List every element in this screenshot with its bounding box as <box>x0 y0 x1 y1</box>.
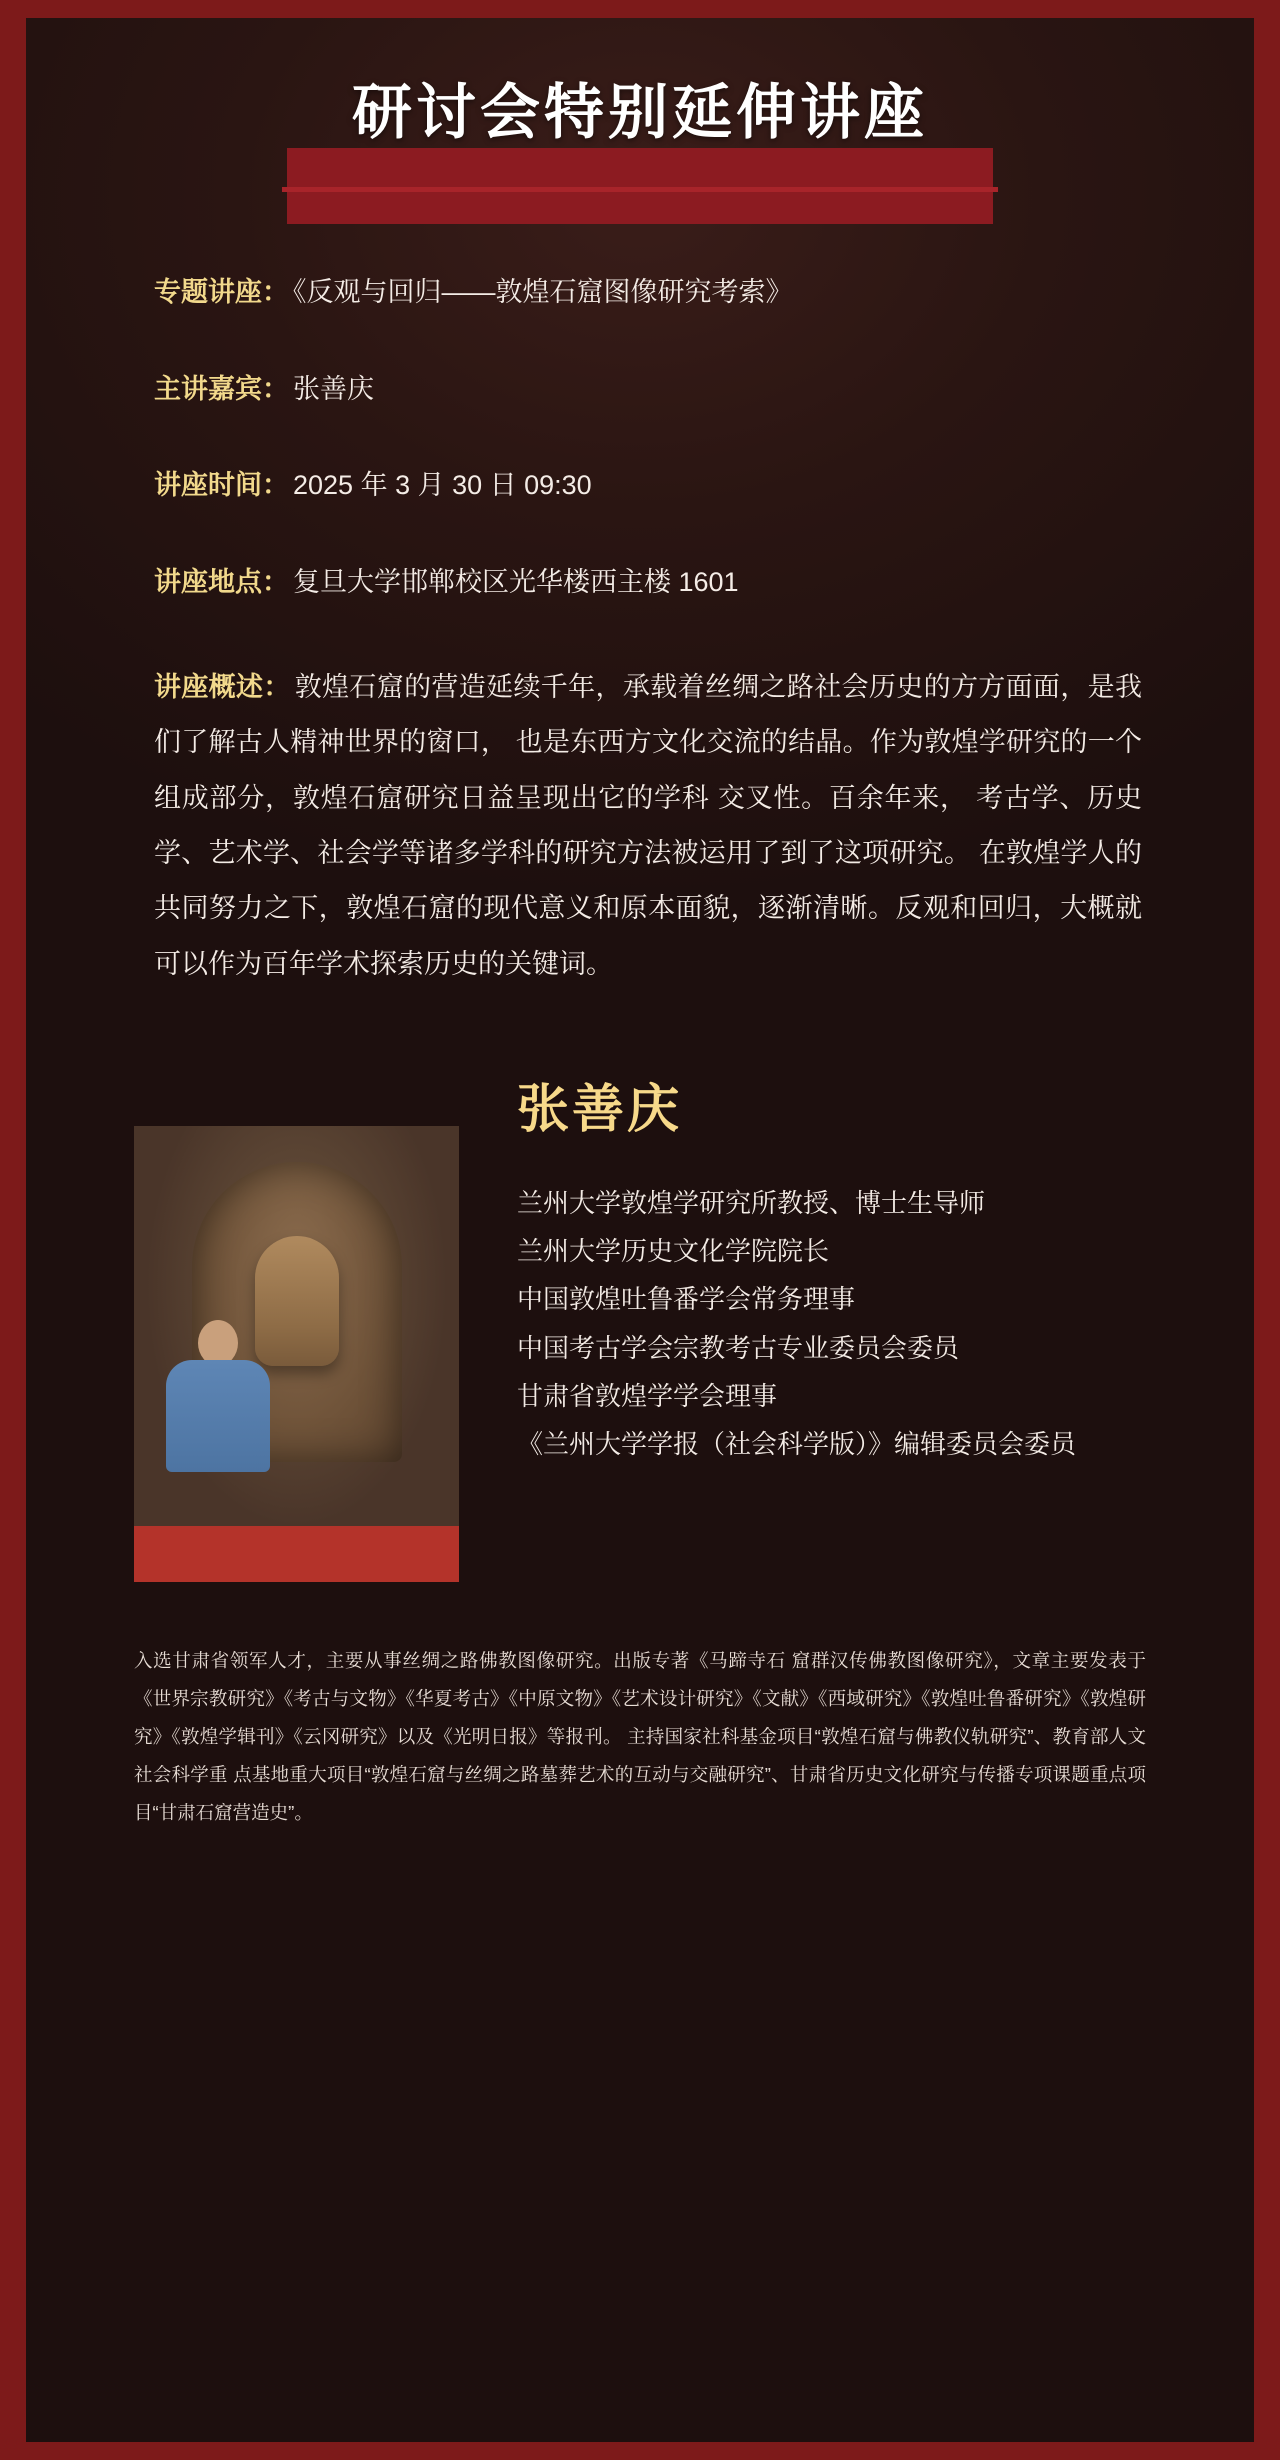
speaker-title-item: 甘肃省敦煌学学会理事 <box>517 1380 778 1411</box>
speaker-title-item: 兰州大学历史文化学院院长 <box>517 1236 830 1267</box>
speaker-value: 张善庆 <box>293 373 374 404</box>
speaker-name: 张善庆 <box>517 1081 683 1140</box>
info-row-time <box>154 465 1142 506</box>
speaker-title-item: 《兰州大学学报（社会科学版）》编辑委员会委员 <box>517 1428 1077 1459</box>
speaker-photo-container <box>134 1126 459 1582</box>
speaker-title-item: 中国敦煌吐鲁番学会常务理事 <box>517 1284 856 1315</box>
place-value: 复旦大学邯郸校区光华楼西主楼 1601 <box>293 566 739 597</box>
time-value: 2025 年 3 月 30 日 09:30 <box>293 470 592 500</box>
summary-label: 讲座概述： <box>154 672 291 702</box>
info-row-summary <box>154 660 1142 992</box>
lecture-info <box>26 272 1254 992</box>
speaker-details <box>459 1082 1164 1468</box>
info-row-speaker <box>154 369 1142 410</box>
speaker-section <box>26 1082 1254 1582</box>
summary-value: 敦煌石窟的营造延续千年，承载着丝绸之路社会历史的方方面面，是我们了解古人精神世界的窗口， 也是东西方文化交流的结晶。作为敦煌学研究的一个组成部分，敦煌石窟研究日益呈现出它的学科 交叉性。百余年来， 考古学、历史学、艺术学、社会学等诸多学科的研究方法被运用了到了这项研究。 在敦煌学人的共同努力之下，敦煌石窟的现代意义和原本面貌，逐渐清晰。反观和回归，大概就可以作为百年学术探索历史的关键词。 <box>154 672 1143 979</box>
lecture-label: 专题讲座： <box>154 277 289 307</box>
lecture-value: 《反观与回归——敦煌石窟图像研究考索》 <box>293 277 793 307</box>
place-label: 讲座地点： <box>154 566 289 597</box>
speaker-title-item: 兰州大学敦煌学研究所教授、博士生导师 <box>517 1188 986 1219</box>
header-highlight-bar <box>287 148 993 224</box>
person-body <box>166 1360 270 1472</box>
speaker-label: 主讲嘉宾： <box>154 373 289 404</box>
header-underline <box>282 187 998 192</box>
page-title: 研讨会特别延伸讲座 <box>352 79 928 146</box>
time-label: 讲座时间： <box>154 470 289 500</box>
poster-header <box>270 0 1010 192</box>
info-row-lecture <box>154 272 1142 313</box>
speaker-photo <box>134 1126 459 1526</box>
speaker-bio: 入选甘肃省领军人才，主要从事丝绸之路佛教图像研究。出版专著《马蹄寺石 窟群汉传佛教图像研究》，文章主要发表于《世界宗教研究》《考古与文物》《华夏考古》《中原文物》《艺术设计研究》《文献》《西域研究》《敦煌吐鲁番研究》《敦煌研究》《敦煌学辑刊》《云冈研究》以及《光明日报》等报刊。 主持国家社科基金项目“敦煌石窟与佛教仪轨研究”、教育部人文社会科学重 点基地重大项目“敦煌石窟与丝绸之路墓葬艺术的互动与交融研究”、甘肃省历史文化研究与传播专项课题重点项目“甘肃石窟营造史”。 <box>134 1650 1146 1823</box>
info-row-place <box>154 562 1142 603</box>
person-figure <box>156 1320 276 1470</box>
photo-caption-bar <box>134 1526 459 1582</box>
speaker-title-item: 中国考古学会宗教考古专业委员会委员 <box>517 1332 960 1363</box>
speaker-titles <box>517 1179 1164 1468</box>
